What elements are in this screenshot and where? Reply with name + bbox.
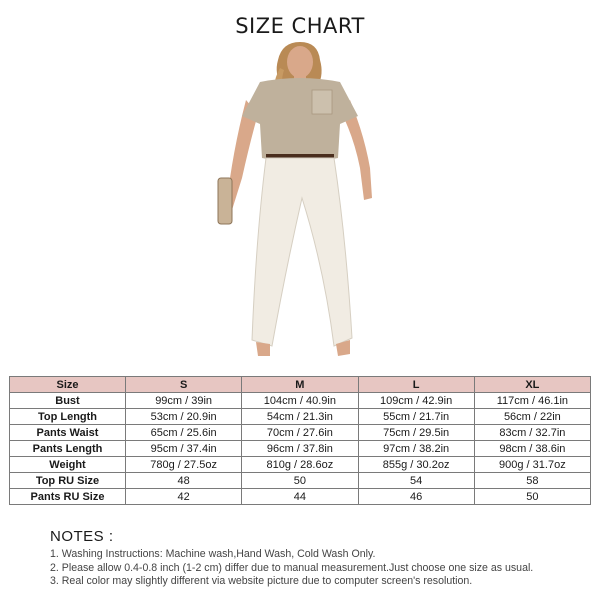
table-cell: 855g / 30.2oz <box>358 457 474 473</box>
table-cell: 95cm / 37.4in <box>126 441 242 457</box>
row-label: Top Length <box>10 409 126 425</box>
row-label: Weight <box>10 457 126 473</box>
table-row <box>10 409 591 425</box>
table-header-row <box>10 377 591 393</box>
row-label: Bust <box>10 393 126 409</box>
table-cell: 42 <box>126 489 242 505</box>
table-cell: 44 <box>242 489 358 505</box>
table-cell: 83cm / 32.7in <box>474 425 590 441</box>
table-cell: 780g / 27.5oz <box>126 457 242 473</box>
table-cell: 50 <box>474 489 590 505</box>
header-cell: XL <box>474 377 590 393</box>
table-cell: 117cm / 46.1in <box>474 393 590 409</box>
notes-list <box>50 548 533 589</box>
table-cell: 50 <box>242 473 358 489</box>
header-cell: M <box>242 377 358 393</box>
knit-top <box>242 78 358 162</box>
note-item: 1. Washing Instructions: Machine wash,Hand Wash, Cold Wash Only. <box>50 548 376 560</box>
table-row <box>10 457 591 473</box>
table-cell: 46 <box>358 489 474 505</box>
row-label: Pants Waist <box>10 425 126 441</box>
row-label: Pants Length <box>10 441 126 457</box>
table-row <box>10 441 591 457</box>
table-cell: 65cm / 25.6in <box>126 425 242 441</box>
table-cell: 54 <box>358 473 474 489</box>
notes-title: NOTES : <box>50 528 114 545</box>
table-cell: 58 <box>474 473 590 489</box>
table-cell: 55cm / 21.7in <box>358 409 474 425</box>
table-row <box>10 393 591 409</box>
header-cell: Size <box>10 377 126 393</box>
page-title: SIZE CHART <box>235 14 365 38</box>
table-cell: 104cm / 40.9in <box>242 393 358 409</box>
note-item: 3. Real color may slightly different via website picture due to computer screen's resolution. <box>50 575 473 588</box>
table-cell: 70cm / 27.6in <box>242 425 358 441</box>
table-cell: 99cm / 39in <box>126 393 242 409</box>
table-cell: 810g / 28.6oz <box>242 457 358 473</box>
table-cell: 75cm / 29.5in <box>358 425 474 441</box>
table-row <box>10 473 591 489</box>
table-cell: 56cm / 22in <box>474 409 590 425</box>
table-row <box>10 425 591 441</box>
header-cell: L <box>358 377 474 393</box>
model-wearing-knit-top-and-white-pants-image <box>200 38 400 368</box>
table-cell: 98cm / 38.6in <box>474 441 590 457</box>
clutch-bag <box>218 178 232 224</box>
table-cell: 48 <box>126 473 242 489</box>
white-pants <box>252 158 352 346</box>
table-cell: 96cm / 37.8in <box>242 441 358 457</box>
table-cell: 900g / 31.7oz <box>474 457 590 473</box>
top-pocket <box>312 90 332 114</box>
table-cell: 97cm / 38.2in <box>358 441 474 457</box>
face <box>287 46 313 78</box>
left-foot <box>256 342 270 356</box>
header-cell: S <box>126 377 242 393</box>
note-item: 2. Please allow 0.4-0.8 inch (1-2 cm) differ due to manual measurement.Just choose one size as usual. <box>50 561 534 574</box>
row-label: Top RU Size <box>10 473 126 489</box>
table-row <box>10 489 591 505</box>
table-cell: 53cm / 20.9in <box>126 409 242 425</box>
row-label: Pants RU Size <box>10 489 126 505</box>
size-chart-table <box>9 376 591 505</box>
table-cell: 109cm / 42.9in <box>358 393 474 409</box>
table-cell: 54cm / 21.3in <box>242 409 358 425</box>
